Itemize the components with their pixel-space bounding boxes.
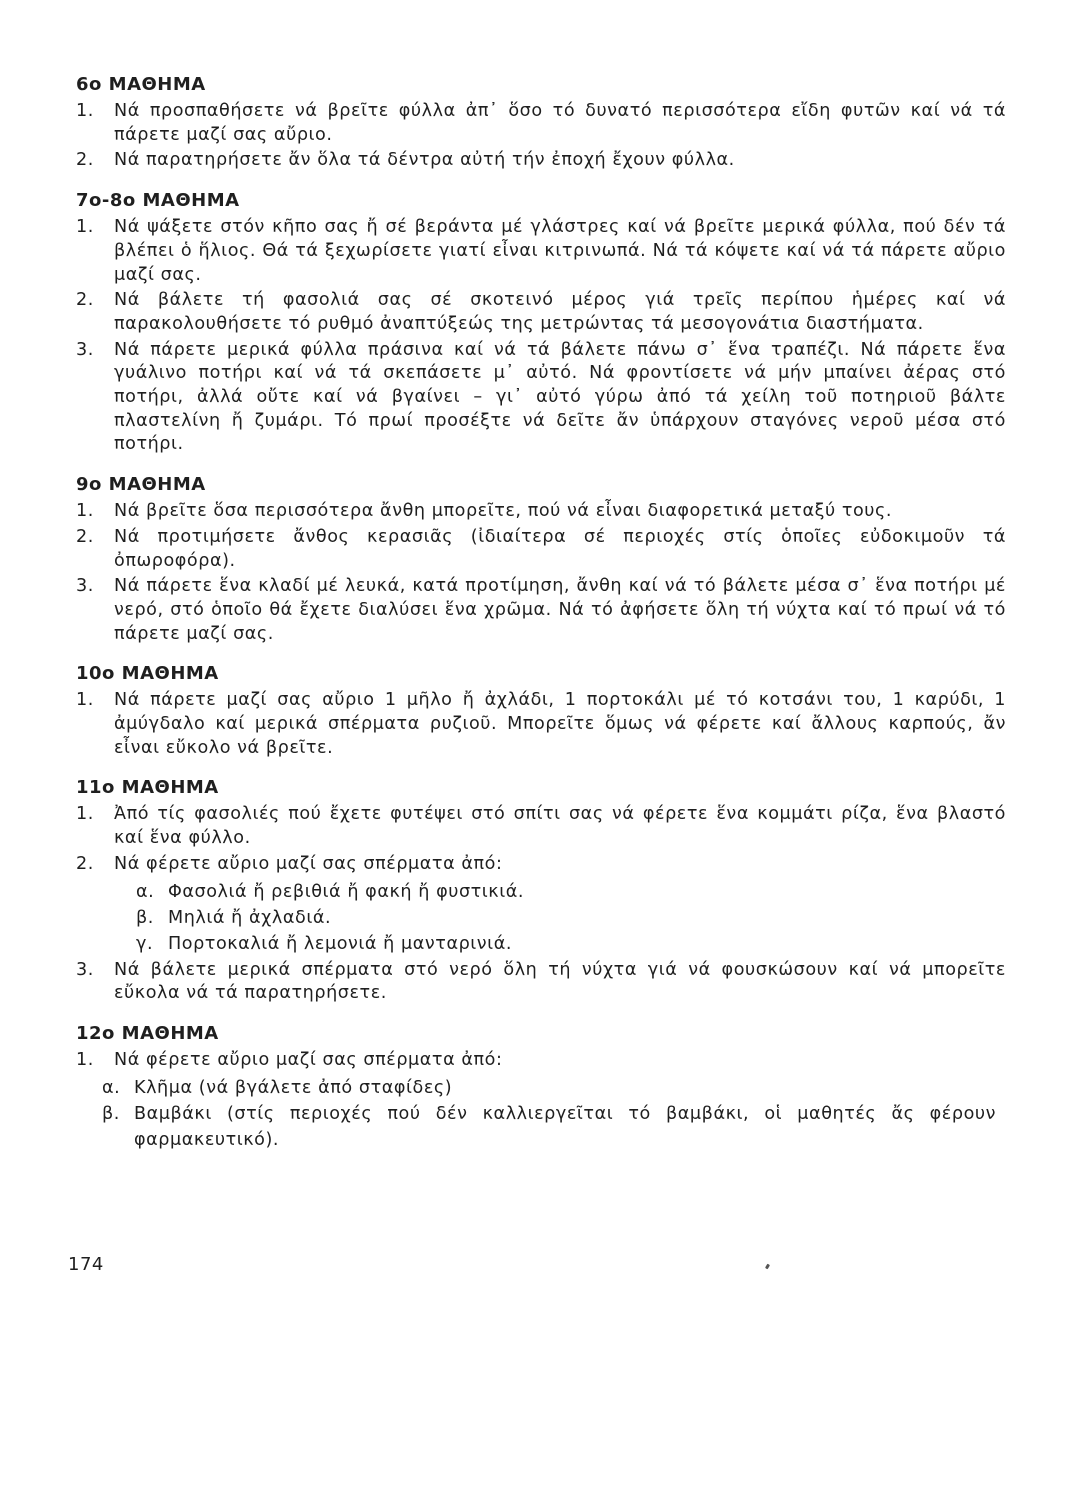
item-number: 1. xyxy=(76,501,94,522)
item-text: Νά πάρετε ἕνα κλαδί μέ λευκά, κατά προτίμηση, ἄνθη καί νά τό βάλετε μέσα σ᾽ ἕνα ποτήρι μέ νερό, στό ὁποῖο θά ἔχετε διαλύσει ἕνα χρῶμα. Νά τό ἀφήσετε ὅλη τή νύχτα καί τό πρωί νά τό πάρετε μαζί σας. xyxy=(114,576,1006,644)
list-item xyxy=(76,216,1006,287)
item-text: Νά φέρετε αὔριο μαζί σας σπέρματα ἀπό: xyxy=(114,1049,503,1070)
lesson-7-8 xyxy=(76,188,1006,457)
item-number: 3. xyxy=(76,576,94,597)
item-text: Νά βρεῖτε ὅσα περισσότερα ἄνθη μπορεῖτε, πού νά εἶναι διαφορετικά μεταξύ τους. xyxy=(114,501,893,522)
lesson-10 xyxy=(76,661,1006,760)
item-number: 2. xyxy=(76,853,94,874)
sub-item-letter: α. xyxy=(102,1077,121,1098)
item-text: Νά βάλετε μερικά σπέρματα στό νερό ὅλη τή νύχτα γιά νά φουσκώσουν καί νά μπορεῖτε εὔκολα νά τά παρατηρήσετε. xyxy=(114,959,1006,1004)
lesson-heading: 12ο ΜΑΘΗΜΑ xyxy=(76,1022,219,1044)
item-text: Νά βάλετε τή φασολιά σας σέ σκοτεινό μέρος γιά τρεῖς περίπου ἡμέρες καί νά παρακολουθήσετε τό ρυθμό ἀναπτύξεώς της μετρώντας τά μεσογονάτια διαστήματα. xyxy=(114,290,1006,334)
item-number: 2. xyxy=(76,150,94,171)
list-item xyxy=(76,100,1006,147)
page-body xyxy=(76,72,1006,1168)
list-item xyxy=(76,959,1006,1006)
item-text: Ἀπό τίς φασολιές πού ἔχετε φυτέψει στό σπίτι σας νά φέρετε ἕνα κομμάτι ρίζα, ἕνα βλαστό καί ἕνα φύλλο. xyxy=(114,804,1006,849)
item-number: 1. xyxy=(76,101,94,121)
list-item xyxy=(76,500,1006,524)
item-text: Νά προτιμήσετε ἄνθος κερασιᾶς (ἰδιαίτερα σέ περιοχές στίς ὁποῖες εὐδοκιμοῦν τά ὀπωροφόρα). xyxy=(114,526,1006,571)
lesson-heading: 9ο ΜΑΘΗΜΑ xyxy=(76,474,206,496)
item-text: Νά πάρετε μαζί σας αὔριο 1 μῆλο ἤ ἀχλάδι, 1 πορτοκάλι μέ τό κοτσάνι του, 1 καρύδι, 1 ἀμύγδαλο καί μερικά σπέρματα ρυζιοῦ. Μπορεῖτε ὅμως νά φέρετε καί ἄλλους καρπούς, ἄν εἶναι εὔκολο νά βρεῖτε. xyxy=(114,690,1006,758)
item-number: 1. xyxy=(76,690,94,711)
lesson-12 xyxy=(76,1021,1006,1153)
item-number: 2. xyxy=(76,290,94,311)
sub-item-text: Βαμβάκι (στίς περιοχές πού δέν καλλιεργεῖται τό βαμβάκι, οἱ μαθητές ἄς φέρουν φαρμακευτικό). xyxy=(134,1103,996,1150)
sub-item-letter: β. xyxy=(136,907,154,928)
lesson-11 xyxy=(76,775,1006,1006)
sub-item-text: Κλῆμα (νά βγάλετε ἀπό σταφίδες) xyxy=(134,1077,453,1098)
list-item xyxy=(76,289,1006,336)
sub-item-letter: γ. xyxy=(136,933,154,954)
sub-item xyxy=(76,879,1006,905)
item-text: Νά φέρετε αὔριο μαζί σας σπέρματα ἀπό: xyxy=(114,853,503,874)
list-item xyxy=(76,339,1006,458)
item-number: 1. xyxy=(76,217,94,238)
sub-item-letter: β. xyxy=(102,1103,120,1124)
sub-item xyxy=(76,1101,1006,1153)
lesson-heading: 7ο-8ο ΜΑΘΗΜΑ xyxy=(76,190,240,212)
lesson-9 xyxy=(76,472,1006,646)
item-number: 3. xyxy=(76,959,94,980)
list-item xyxy=(76,1049,1006,1073)
lesson-heading: 10ο ΜΑΘΗΜΑ xyxy=(76,663,219,685)
sub-item-text: Μηλιά ἤ ἀχλαδιά. xyxy=(168,907,332,928)
item-number: 3. xyxy=(76,339,94,360)
item-number: 1. xyxy=(76,804,94,825)
sub-item xyxy=(76,905,1006,931)
item-number: 1. xyxy=(76,1049,94,1070)
list-item xyxy=(76,853,1006,877)
sub-item-text: Πορτοκαλιά ἤ λεμονιά ἤ μανταρινιά. xyxy=(168,933,512,954)
lesson-6 xyxy=(76,72,1006,173)
item-text: Νά ψάξετε στόν κῆπο σας ἤ σέ βεράντα μέ γλάστρες καί νά βρεῖτε μερικά φύλλα, πού δέν τά βλέπει ὁ ἥλιος. Θά τά ξεχωρίσετε γιατί εἶναι κιτρινωπά. Νά τά κόψετε καί νά τά πάρετε αὔριο μαζί σας. xyxy=(114,217,1006,285)
sub-item xyxy=(76,1075,1006,1101)
list-item xyxy=(76,575,1006,646)
item-text: Νά πάρετε μερικά φύλλα πράσινα καί νά τά βάλετε πάνω σ᾽ ἕνα τραπέζι. Νά πάρετε ἕνα γυάλινο ποτήρι καί νά τά σκεπάσετε μ᾽ αὐτό. Νά φροντίσετε νά μήν μπαίνει ἀέρας στό ποτήρι, ἀλλά οὔτε καί νά βγαίνει – γι᾽ αὐτό γύρω ἀπό τά χείλη τοῦ ποτηριοῦ βάλτε πλαστελίνη ἤ ζυμάρι. Τό πρωί προσέξτε νά δεῖτε ἄν ὑπάρχουν σταγόνες νεροῦ μέσα στό ποτήρι. xyxy=(114,339,1006,455)
item-number: 2. xyxy=(76,526,94,547)
lesson-heading: 11ο ΜΑΘΗΜΑ xyxy=(76,777,219,799)
sub-item xyxy=(76,931,1006,957)
sub-item-text: Φασολιά ἤ ρεβιθιά ἤ φακή ἤ φυστικιά. xyxy=(168,881,525,902)
list-item xyxy=(76,803,1006,850)
item-text: Νά προσπαθήσετε νά βρεῖτε φύλλα ἀπ᾽ ὅσο τό δυνατό περισσότερα εἴδη φυτῶν καί νά τά πάρετε μαζί σας αὔριο. xyxy=(114,101,1006,145)
list-item xyxy=(76,689,1006,760)
list-item xyxy=(76,526,1006,573)
page-number: 174 xyxy=(68,1254,104,1275)
scan-speck xyxy=(765,1264,770,1270)
sub-item-letter: α. xyxy=(136,881,155,902)
lesson-heading: 6ο ΜΑΘΗΜΑ xyxy=(76,74,206,95)
item-text: Νά παρατηρήσετε ἄν ὅλα τά δέντρα αὐτή τήν ἐποχή ἔχουν φύλλα. xyxy=(114,150,735,171)
list-item xyxy=(76,149,1006,173)
